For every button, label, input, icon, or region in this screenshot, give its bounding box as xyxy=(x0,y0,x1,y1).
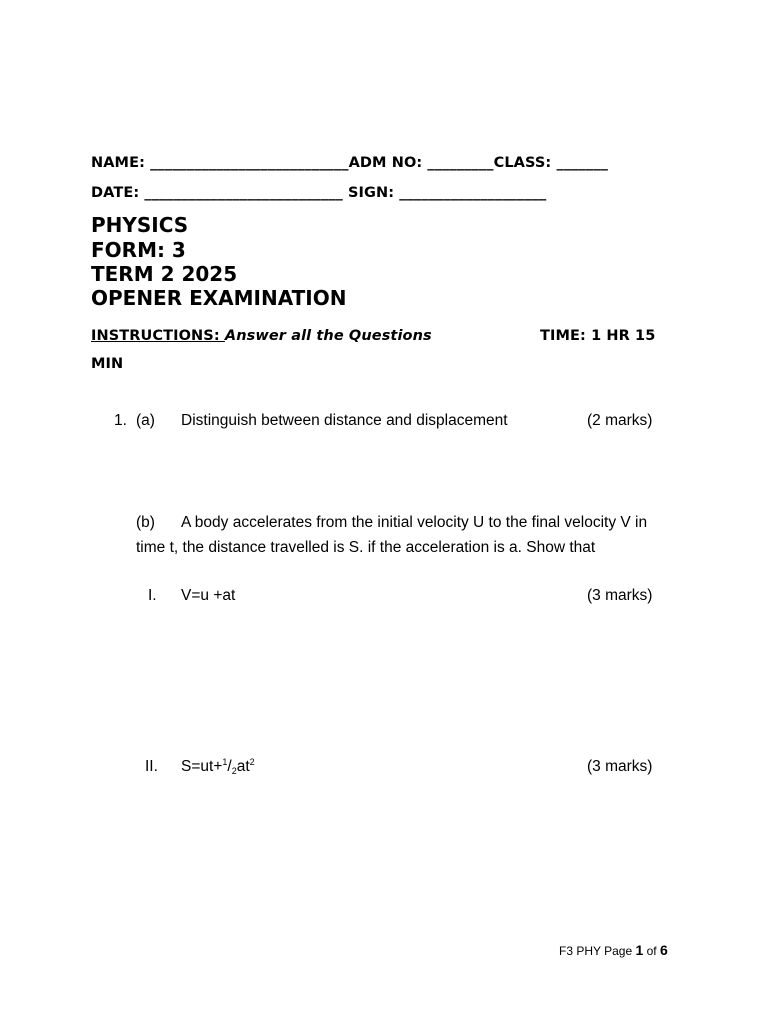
date-sign-line: DATE: ___________________________ SIGN: ____________________ xyxy=(91,185,547,201)
subpart-ii-label: II. xyxy=(145,758,158,775)
subpart-i-label: I. xyxy=(148,587,157,604)
footer-prefix: F3 PHY Page xyxy=(559,944,636,958)
equation-denominator: 2 xyxy=(231,766,237,776)
part-a-marks: (2 marks) xyxy=(587,412,653,429)
time-label: TIME: 1 HR 15 xyxy=(540,328,656,344)
part-b-label: (b) xyxy=(136,514,155,531)
subpart-i-text: V=u +at xyxy=(181,587,236,604)
exam-title: OPENER EXAMINATION xyxy=(91,286,347,310)
footer-total-pages: 6 xyxy=(659,942,668,958)
instructions-line xyxy=(91,328,432,344)
page-footer xyxy=(559,942,668,958)
instructions-text: Answer all the Questions xyxy=(224,328,432,344)
instructions-label: INSTRUCTIONS: xyxy=(91,328,225,344)
part-a-label: (a) xyxy=(136,412,155,429)
equation-slash: / xyxy=(227,758,232,775)
term-title: TERM 2 2025 xyxy=(91,262,238,286)
subpart-ii-equation xyxy=(181,758,255,776)
name-adm-class-line: NAME: ___________________________ADM NO: _________CLASS: _______ xyxy=(91,155,608,171)
footer-of: of xyxy=(643,944,660,958)
subpart-ii-marks: (3 marks) xyxy=(587,758,653,775)
form-title: FORM: 3 xyxy=(91,238,186,262)
question-number: 1. xyxy=(114,412,127,429)
part-a-text: Distinguish between distance and displacement xyxy=(181,412,508,429)
equation-part: S=ut+ xyxy=(181,758,223,775)
part-b-text-line1: A body accelerates from the initial velocity U to the final velocity V in xyxy=(181,514,648,531)
subject-title: PHYSICS xyxy=(91,213,189,237)
part-b-text-line2: time t, the distance travelled is S. if the acceleration is a. Show that xyxy=(136,539,596,556)
subpart-i-marks: (3 marks) xyxy=(587,587,653,604)
equation-numerator: 1 xyxy=(222,757,228,767)
equation-exponent: 2 xyxy=(249,757,255,767)
time-continued: MIN xyxy=(91,356,124,372)
footer-page-number: 1 xyxy=(635,942,644,958)
equation-part: at xyxy=(236,758,250,775)
